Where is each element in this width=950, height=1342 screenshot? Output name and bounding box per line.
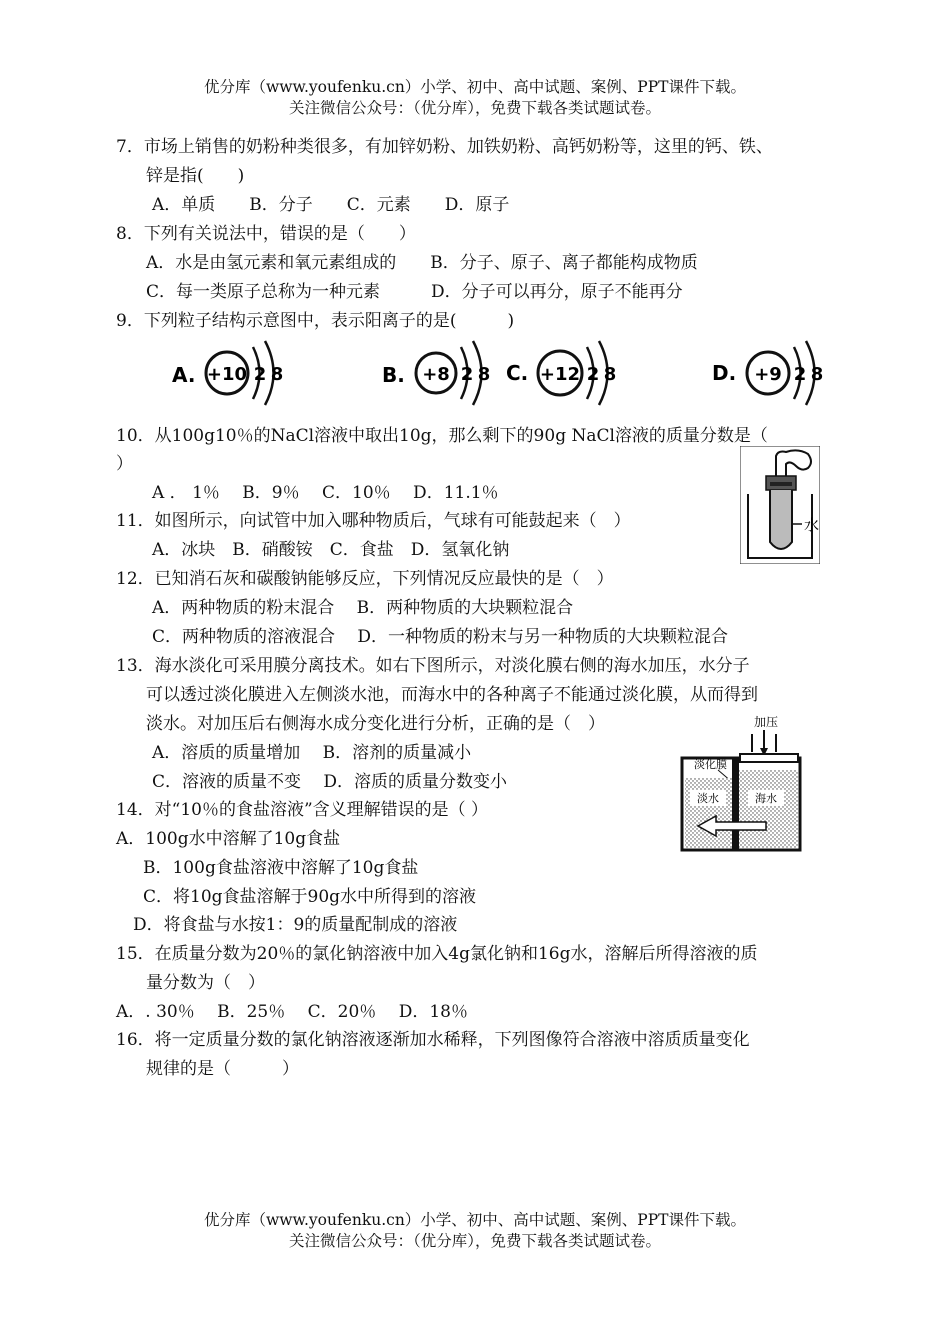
sea-water-label: 海水 [755,792,777,805]
q15-options: A．. 30％ B．25％ C．20％ D．18％ [116,1002,468,1022]
ion-c-shell-2: 8 [603,364,617,385]
stopper-band-icon [770,482,792,486]
q13-line-3: 淡水。对加压后右侧海水成分变化进行分析，正确的是（ ） [146,714,605,734]
footer-line-2: 关注微信公众号：（优分库），免费下载各类试题试卷。 [288,1232,661,1250]
pressure-label: 加压 [754,715,779,729]
ion-diagram-b [382,341,490,405]
q13-options-1: A．溶质的质量增加 B．溶剂的质量减小 [152,743,472,763]
ion-d-shell-1: 2 [793,364,807,385]
q15-line-2: 量分数为（ ） [146,973,265,993]
ion-b-nucleus: +8 [422,364,450,385]
q12-options-2: C．两种物质的溶液混合 D．一种物质的粉末与另一种物质的大块颗粒混合 [152,627,729,647]
ion-diagram-a [172,341,283,405]
ion-a-nucleus: +10 [206,364,248,385]
ion-a-shell-2: 8 [270,364,284,385]
q14-option-d: D．将食盐与水按1：9的质量配制成的溶液 [133,915,458,935]
sea-water-area [738,770,798,848]
ion-b-letter: B. [382,363,405,387]
q14-option-a: A．100g水中溶解了10g食盐 [116,829,341,849]
ion-d-shell-2: 8 [810,364,824,385]
q16-line-1: 16．将一定质量分数的氯化钠溶液逐渐加水稀释，下列图像符合溶液中溶质质量变化 [116,1030,750,1050]
membrane-label: 淡化膜 [694,758,727,771]
q8-stem: 8．下列有关说法中，错误的是（ ） [116,224,416,244]
footer-line-1: 优分库（www.youfenku.cn）小学、初中、高中试题、案例、PPT课件下载。 [203,1211,747,1229]
q14-option-b: B．100g食盐溶液中溶解了10g食盐 [143,858,419,878]
q8-options-2: C．每一类原子总称为一种元素 D．分子可以再分，原子不能再分 [146,282,683,302]
water-label: 水 [804,516,820,534]
fresh-water-area [685,778,733,848]
q12-options-1: A．两种物质的粉末混合 B．两种物质的大块颗粒混合 [152,598,574,618]
ion-a-shell-1: 2 [253,364,267,385]
q10-options: A ． 1％ B．9％ C．10％ D．11.1％ [152,483,499,503]
q7-options: A．单质 B．分子 C．元素 D．原子 [152,195,510,215]
ion-c-letter: C. [506,361,529,385]
q13-options-2: C．溶液的质量不变 D．溶质的质量分数变小 [152,772,508,792]
q16-line-2: 规律的是（ ） [146,1059,299,1079]
header-line-1: 优分库（www.youfenku.cn）小学、初中、高中试题、案例、PPT课件下载。 [203,78,747,96]
q12-stem: 12．已知消石灰和碳酸钠能够反应，下列情况反应最快的是（ ） [116,569,614,589]
ion-d-nucleus: +9 [754,364,782,385]
q7-line-1: 7．市场上销售的奶粉种类很多，有加锌奶粉、加铁奶粉、高钙奶粉等，这里的钙、铁、 [116,137,773,157]
piston-plate [740,754,798,762]
ion-b-shell-1: 2 [460,364,474,385]
q10-line-1: 10．从100g10％的NaCl溶液中取出10g，那么剩下的90g NaCl溶液的质量分数是（ [116,426,768,446]
ion-a-letter: A. [172,363,196,387]
q14-stem: 14．对“10％的食盐溶液”含义理解错误的是（ ） [116,800,489,820]
membrane-desalination-figure [676,712,806,852]
q11-options: A．冰块 B．硝酸铵 C．食盐 D．氢氧化钠 [152,540,510,560]
q8-options-1: A．水是由氢元素和氧元素组成的 B．分子、原子、离子都能构成物质 [146,253,698,273]
q13-line-1: 13．海水淡化可采用膜分离技术。如右下图所示，对淡化膜右侧的海水加压，水分子 [116,656,750,676]
ion-d-letter: D. [712,361,737,385]
q10-line-2: ） [116,454,133,474]
q13-line-2: 可以透过淡化膜进入左侧淡水池，而海水中的各种离子不能通过淡化膜，从而得到 [146,685,758,705]
ion-diagram-c [506,341,616,405]
ion-c-nucleus: +12 [539,364,581,385]
q15-line-1: 15．在质量分数为20％的氯化钠溶液中加入4g氯化钠和16g水，溶解后所得溶液的质 [116,944,758,964]
q7-line-2: 锌是指( ) [146,166,245,186]
membrane-bar [732,758,739,850]
ion-structure-diagrams [160,335,830,415]
fresh-water-label: 淡水 [697,792,719,805]
q9-stem: 9．下列粒子结构示意图中，表示阳离子的是( ) [116,311,515,331]
q14-option-c: C．将10g食盐溶解于90g水中所得到的溶液 [143,887,477,907]
q11-stem: 11．如图所示，向试管中加入哪种物质后，气球有可能鼓起来（ ） [116,511,631,531]
ion-b-shell-2: 8 [477,364,491,385]
header-line-2: 关注微信公众号：（优分库），免费下载各类试题试卷。 [288,99,661,117]
ion-c-shell-1: 2 [586,364,600,385]
ion-diagram-d [712,341,823,405]
balloon-test-tube-figure [740,446,820,564]
test-tube-icon [770,490,792,549]
